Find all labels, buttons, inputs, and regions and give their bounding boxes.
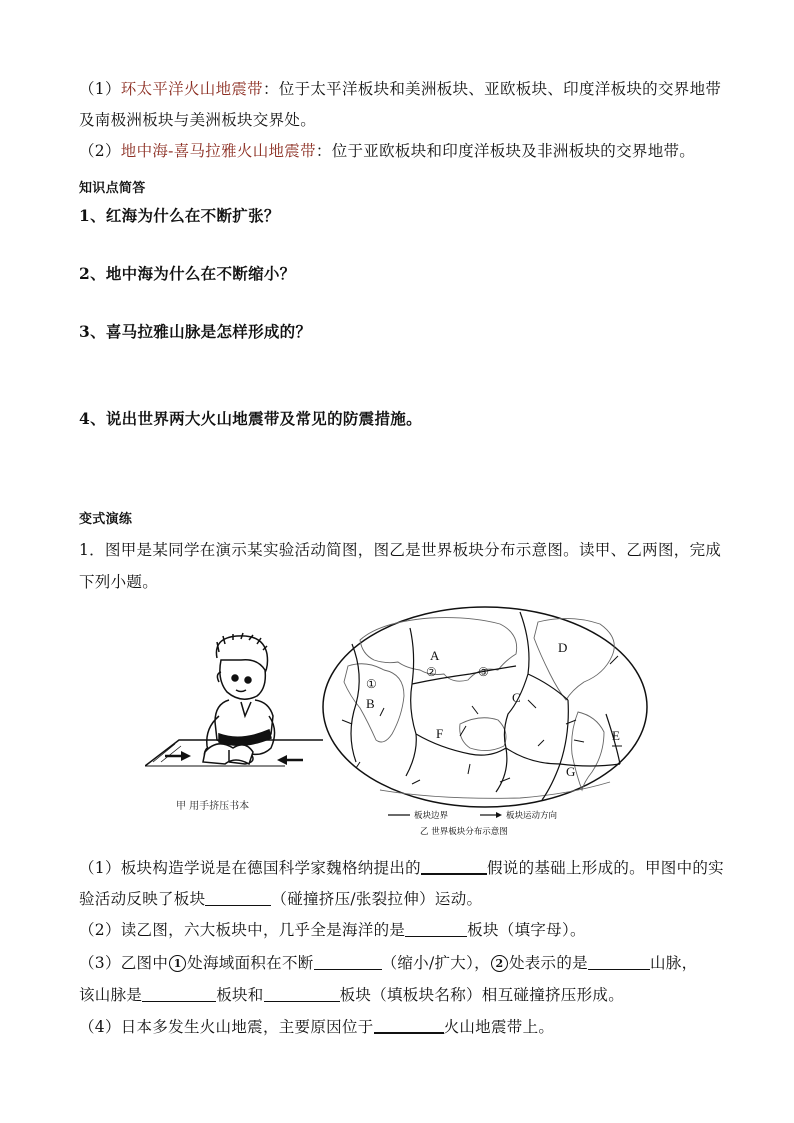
item-text: ：位于太平洋板块和美洲板块、亚欧板块、印度洋板块的交界地带 bbox=[262, 80, 722, 98]
map-label-D: D bbox=[558, 640, 568, 655]
text: 板块和 bbox=[216, 986, 264, 1004]
exercise-stem-line-1: 1．图甲是某同学在演示某实验活动简图，图乙是世界板块分布示意图。读甲、乙两图，完成 bbox=[79, 541, 722, 559]
map-label-E: E bbox=[612, 728, 620, 743]
exercise-heading: 变式演练 bbox=[79, 512, 133, 527]
term-mediterranean-himalaya-belt: 地中海-喜马拉雅火山地震带 bbox=[120, 142, 316, 160]
text: 处海域面积在不断 bbox=[187, 954, 314, 972]
map-label-F: F bbox=[436, 726, 444, 741]
intro-item-1-line-1 bbox=[79, 77, 721, 99]
text: 假说的基础上形成的。甲图中的实 bbox=[486, 859, 724, 877]
text: （3）乙图中 bbox=[79, 954, 169, 972]
text: （1）板块构造学说是在德国科学家魏格纳提出的 bbox=[79, 859, 421, 877]
map-label-G: G bbox=[566, 764, 576, 779]
intro-item-2 bbox=[79, 139, 695, 161]
text: （2）读乙图，六大板块中，几乎全是海洋的是 bbox=[79, 921, 406, 939]
qa-question-1: 1、红海为什么在不断扩张？ bbox=[79, 206, 280, 225]
text: 板块（填板块名称）相互碰撞挤压形成。 bbox=[339, 986, 625, 1004]
text: （碰撞挤压/张裂拉伸）运动。 bbox=[271, 890, 483, 908]
qa-heading: 知识点简答 bbox=[79, 181, 146, 196]
legend-boundary-label: 板块边界 bbox=[414, 811, 449, 821]
question-3-line-1 bbox=[79, 951, 697, 973]
intro-item-1-line-2: 及南极洲板块与美洲板块交界处。 bbox=[79, 111, 317, 129]
map-label-A: A bbox=[430, 648, 440, 663]
text: 板块（填字母）。 bbox=[467, 921, 586, 939]
text: 山脉， bbox=[649, 954, 698, 972]
text: 验活动反映了板块 bbox=[79, 890, 206, 908]
circled-number-2: 2 bbox=[491, 955, 508, 972]
term-circum-pacific-belt: 环太平洋火山地震带 bbox=[120, 80, 263, 98]
map-caption: 乙 世界板块分布示意图 bbox=[420, 827, 508, 837]
item-text: ：位于亚欧板块和印度洋板块及非洲板块的交界地带。 bbox=[315, 142, 696, 160]
qa-question-2: 2、地中海为什么在不断缩小？ bbox=[79, 264, 296, 283]
answer-blank-ocean-plate[interactable] bbox=[405, 936, 467, 937]
question-4 bbox=[79, 1015, 554, 1037]
item-number: （1） bbox=[79, 80, 121, 98]
map-label-circle-2: ② bbox=[426, 665, 437, 679]
question-1-line-1 bbox=[79, 856, 724, 878]
answer-blank-mountain[interactable] bbox=[588, 969, 650, 970]
text: （4）日本多发生火山地震，主要原因位于 bbox=[79, 1018, 374, 1036]
map-label-B: B bbox=[366, 696, 375, 711]
item-number: （2） bbox=[79, 142, 121, 160]
question-1-line-2 bbox=[79, 887, 482, 909]
question-2 bbox=[79, 918, 586, 940]
text: （缩小/扩大）， bbox=[381, 954, 490, 972]
question-3-line-2 bbox=[79, 983, 624, 1005]
answer-blank-sea-area[interactable] bbox=[314, 969, 382, 970]
answer-blank-hypothesis[interactable] bbox=[421, 873, 487, 875]
text: 处表示的是 bbox=[508, 954, 588, 972]
figure-jia-illustration bbox=[145, 630, 325, 778]
figure-jia-caption: 甲 用手挤压书本 bbox=[176, 801, 250, 812]
exercise-stem-line-2: 下列小题。 bbox=[79, 573, 159, 591]
qa-question-4: 4、说出世界两大火山地震带及常见的防震措施。 bbox=[79, 409, 422, 428]
map-label-circle-1: ① bbox=[366, 677, 377, 691]
text: 该山脉是 bbox=[79, 986, 143, 1004]
answer-blank-plate-1[interactable] bbox=[142, 1001, 216, 1002]
map-label-circle-3: ③ bbox=[478, 665, 489, 679]
answer-blank-motion-type[interactable] bbox=[205, 905, 271, 906]
circled-number-1: 1 bbox=[169, 955, 186, 972]
answer-blank-seismic-belt[interactable] bbox=[374, 1032, 444, 1034]
qa-question-3: 3、喜马拉雅山脉是怎样形成的？ bbox=[79, 322, 312, 341]
answer-blank-plate-2[interactable] bbox=[264, 1001, 340, 1002]
legend-motion-label: 板块运动方向 bbox=[506, 811, 558, 821]
figure-yi-plate-map bbox=[320, 604, 650, 844]
text: 火山地震带上。 bbox=[443, 1018, 555, 1036]
map-label-C: C bbox=[512, 690, 521, 705]
